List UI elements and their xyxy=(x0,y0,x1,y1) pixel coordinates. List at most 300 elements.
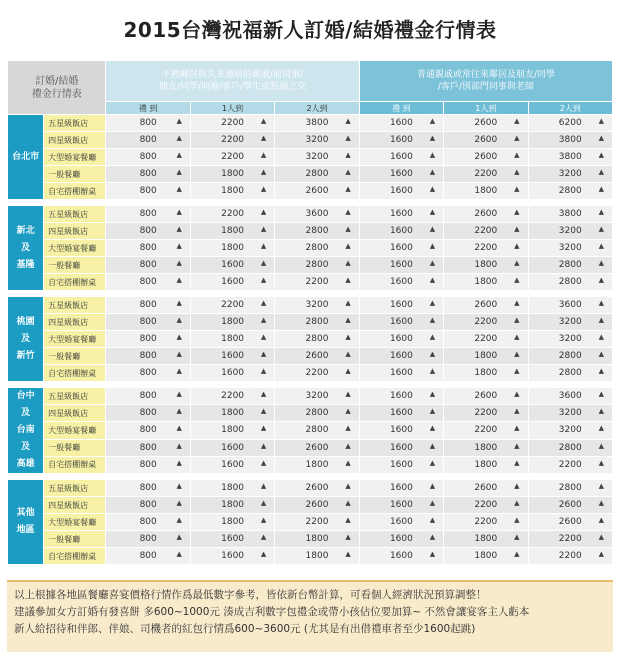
up-arrow-icon: ▲ xyxy=(598,407,604,416)
amount-cell xyxy=(190,223,274,240)
amount-cell xyxy=(528,548,612,565)
up-arrow-icon: ▲ xyxy=(598,333,604,341)
amount-value: 2200 xyxy=(305,277,329,287)
amount-value: 3200 xyxy=(305,135,329,145)
amount-cell xyxy=(190,456,274,473)
amount-cell xyxy=(444,314,528,331)
amount-value: 2800 xyxy=(558,351,582,361)
venue-label: 大型婚宴餐廳 xyxy=(44,149,106,166)
amount-cell xyxy=(528,497,612,514)
amount-cell xyxy=(528,388,612,405)
up-arrow-icon: ▲ xyxy=(345,390,351,398)
amount-cell xyxy=(275,297,359,314)
amount-cell xyxy=(444,548,528,565)
venue-label: 自宅搭棚辦桌 xyxy=(44,365,106,382)
amount-cell xyxy=(190,166,274,183)
up-arrow-icon: ▲ xyxy=(429,458,436,467)
amount-value: 2200 xyxy=(221,391,245,402)
amount-cell xyxy=(106,115,190,132)
venue-label: 四星級飯店 xyxy=(44,223,106,240)
amount-value: 800 xyxy=(139,186,157,196)
amount-value: 1800 xyxy=(221,186,245,196)
amount-value: 1600 xyxy=(389,118,413,128)
amount-value: 1600 xyxy=(389,408,413,419)
amount-cell xyxy=(275,223,359,240)
amount-cell xyxy=(444,422,528,439)
table-row xyxy=(8,223,613,240)
amount-cell xyxy=(444,206,528,223)
amount-value: 2800 xyxy=(558,368,582,378)
table-row xyxy=(8,166,613,183)
amount-cell xyxy=(106,480,190,497)
amount-value: 2200 xyxy=(221,209,245,219)
amount-cell xyxy=(190,348,274,365)
venue-label: 五星級飯店 xyxy=(44,388,106,405)
amount-value: 2200 xyxy=(474,517,498,527)
amount-cell xyxy=(528,405,612,422)
amount-value: 1600 xyxy=(389,152,413,162)
amount-cell xyxy=(106,223,190,240)
up-arrow-icon: ▲ xyxy=(598,367,604,375)
amount-value: 1600 xyxy=(389,186,413,196)
group-header-distant xyxy=(106,61,359,102)
amount-cell xyxy=(106,422,190,439)
amount-value: 1600 xyxy=(389,135,413,145)
amount-cell xyxy=(359,531,443,548)
region-label xyxy=(8,297,44,382)
amount-cell xyxy=(275,514,359,531)
up-arrow-icon: ▲ xyxy=(429,333,436,341)
amount-cell xyxy=(528,274,612,291)
amount-cell xyxy=(275,348,359,365)
up-arrow-icon: ▲ xyxy=(514,350,520,358)
up-arrow-icon: ▲ xyxy=(429,134,436,142)
region-label-line: 地區 xyxy=(16,525,35,535)
amount-cell xyxy=(359,314,443,331)
amount-value: 800 xyxy=(139,277,157,287)
amount-cell xyxy=(275,274,359,291)
amount-cell xyxy=(528,348,612,365)
region-label-line: 其他 xyxy=(16,508,35,518)
amount-value: 1600 xyxy=(389,334,413,344)
up-arrow-icon: ▲ xyxy=(260,242,267,250)
up-arrow-icon: ▲ xyxy=(598,185,604,193)
amount-cell xyxy=(444,497,528,514)
group-line: 不熟鄉居與久未連絡的親戚/前同事/ xyxy=(162,70,304,80)
amount-cell xyxy=(359,514,443,531)
amount-value: 2200 xyxy=(558,534,582,544)
up-arrow-icon: ▲ xyxy=(598,516,604,524)
amount-value: 3200 xyxy=(558,243,582,253)
amount-value: 2200 xyxy=(221,118,245,128)
amount-cell xyxy=(190,132,274,149)
up-arrow-icon: ▲ xyxy=(345,151,351,159)
amount-cell xyxy=(444,240,528,257)
up-arrow-icon: ▲ xyxy=(260,225,267,233)
amount-value: 1600 xyxy=(389,500,413,510)
amount-value: 1800 xyxy=(474,260,498,270)
venue-label: 一般餐廳 xyxy=(44,531,106,548)
amount-cell xyxy=(359,274,443,291)
amount-value: 1600 xyxy=(389,260,413,270)
amount-value: 2600 xyxy=(474,300,498,310)
up-arrow-icon: ▲ xyxy=(260,117,267,125)
amount-cell xyxy=(359,132,443,149)
amount-value: 2200 xyxy=(221,152,245,162)
amount-value: 800 xyxy=(139,534,157,544)
venue-label: 一般餐廳 xyxy=(44,166,106,183)
up-arrow-icon: ▲ xyxy=(260,299,267,307)
amount-cell xyxy=(444,149,528,166)
up-arrow-icon: ▲ xyxy=(429,424,436,433)
amount-cell xyxy=(275,548,359,565)
venue-label: 一般餐廳 xyxy=(44,257,106,274)
amount-cell xyxy=(359,149,443,166)
amount-cell xyxy=(359,422,443,439)
amount-value: 6200 xyxy=(558,118,582,128)
up-arrow-icon: ▲ xyxy=(429,550,436,558)
amount-cell xyxy=(444,439,528,456)
up-arrow-icon: ▲ xyxy=(429,533,436,541)
up-arrow-icon: ▲ xyxy=(176,299,182,307)
price-table xyxy=(7,60,613,565)
amount-value: 800 xyxy=(139,169,157,179)
table-row xyxy=(8,274,613,291)
group-line: 朋友/同學/同袍/客戶/學生或點頭之交 xyxy=(159,82,307,92)
up-arrow-icon: ▲ xyxy=(176,208,182,216)
up-arrow-icon: ▲ xyxy=(598,225,604,233)
up-arrow-icon: ▲ xyxy=(176,550,182,558)
corner-line: 禮金行情表 xyxy=(31,88,82,100)
amount-cell xyxy=(528,314,612,331)
group-header-close xyxy=(359,61,612,102)
table-row xyxy=(8,497,613,514)
amount-value: 2200 xyxy=(558,459,582,470)
amount-value: 2600 xyxy=(305,186,329,196)
amount-cell xyxy=(190,240,274,257)
amount-cell xyxy=(275,331,359,348)
amount-cell xyxy=(359,257,443,274)
region-label-line: 及 xyxy=(21,333,31,344)
region-label-line: 桃園 xyxy=(16,316,35,327)
up-arrow-icon: ▲ xyxy=(260,151,267,159)
amount-value: 800 xyxy=(139,300,157,310)
up-arrow-icon: ▲ xyxy=(345,276,351,284)
up-arrow-icon: ▲ xyxy=(345,367,351,375)
amount-value: 1600 xyxy=(389,277,413,287)
up-arrow-icon: ▲ xyxy=(514,458,520,467)
amount-cell xyxy=(106,297,190,314)
amount-cell xyxy=(359,297,443,314)
up-arrow-icon: ▲ xyxy=(598,390,604,398)
table-row xyxy=(8,439,613,456)
amount-cell xyxy=(359,497,443,514)
amount-value: 3200 xyxy=(558,317,582,327)
up-arrow-icon: ▲ xyxy=(598,458,604,467)
up-arrow-icon: ▲ xyxy=(345,441,351,450)
amount-value: 1800 xyxy=(221,226,245,236)
amount-value: 1600 xyxy=(221,368,245,378)
amount-value: 2800 xyxy=(305,260,329,270)
up-arrow-icon: ▲ xyxy=(429,299,436,307)
table-row xyxy=(8,149,613,166)
amount-value: 3200 xyxy=(558,169,582,179)
amount-value: 800 xyxy=(139,260,157,270)
region-label-line: 台北市 xyxy=(12,151,40,162)
amount-value: 1800 xyxy=(221,169,245,179)
amount-cell xyxy=(275,240,359,257)
amount-cell xyxy=(275,257,359,274)
amount-cell xyxy=(444,365,528,382)
region-label xyxy=(8,206,44,291)
venue-label: 四星級飯店 xyxy=(44,405,106,422)
amount-cell xyxy=(528,480,612,497)
amount-value: 3800 xyxy=(558,152,582,162)
region-label-line: 及 xyxy=(21,442,31,452)
amount-cell xyxy=(275,206,359,223)
amount-cell xyxy=(190,206,274,223)
amount-cell xyxy=(444,223,528,240)
table-row xyxy=(8,422,613,439)
region-label-line: 新竹 xyxy=(16,350,35,361)
up-arrow-icon: ▲ xyxy=(514,276,520,284)
column-header: 禮 到 xyxy=(106,102,190,115)
amount-cell xyxy=(444,480,528,497)
table-row xyxy=(8,240,613,257)
up-arrow-icon: ▲ xyxy=(598,117,604,125)
amount-cell xyxy=(528,297,612,314)
amount-cell xyxy=(190,365,274,382)
amount-cell xyxy=(275,132,359,149)
amount-value: 800 xyxy=(139,135,157,145)
amount-cell xyxy=(359,365,443,382)
up-arrow-icon: ▲ xyxy=(260,533,267,541)
table-row xyxy=(8,331,613,348)
amount-value: 2800 xyxy=(558,260,582,270)
up-arrow-icon: ▲ xyxy=(514,208,520,216)
amount-cell xyxy=(106,257,190,274)
up-arrow-icon: ▲ xyxy=(176,458,182,467)
amount-cell xyxy=(106,132,190,149)
amount-value: 800 xyxy=(139,226,157,236)
table-row xyxy=(8,480,613,497)
amount-cell xyxy=(528,183,612,200)
up-arrow-icon: ▲ xyxy=(514,533,520,541)
region-label-line: 及 xyxy=(21,408,31,418)
amount-value: 800 xyxy=(139,209,157,219)
up-arrow-icon: ▲ xyxy=(598,316,604,324)
up-arrow-icon: ▲ xyxy=(260,350,267,358)
amount-cell xyxy=(275,388,359,405)
up-arrow-icon: ▲ xyxy=(598,499,604,507)
region-label-line: 台南 xyxy=(16,425,35,435)
amount-cell xyxy=(106,388,190,405)
amount-cell xyxy=(106,548,190,565)
amount-value: 1600 xyxy=(389,534,413,544)
amount-value: 3200 xyxy=(305,152,329,162)
up-arrow-icon: ▲ xyxy=(345,225,351,233)
region-label-line: 台中 xyxy=(16,391,35,401)
amount-cell xyxy=(444,388,528,405)
amount-value: 800 xyxy=(139,152,157,162)
up-arrow-icon: ▲ xyxy=(598,424,604,433)
up-arrow-icon: ▲ xyxy=(176,516,182,524)
amount-cell xyxy=(444,531,528,548)
amount-value: 3200 xyxy=(558,226,582,236)
up-arrow-icon: ▲ xyxy=(345,134,351,142)
up-arrow-icon: ▲ xyxy=(514,499,520,507)
amount-cell xyxy=(106,405,190,422)
amount-value: 2800 xyxy=(558,277,582,287)
amount-cell xyxy=(528,115,612,132)
up-arrow-icon: ▲ xyxy=(260,499,267,507)
up-arrow-icon: ▲ xyxy=(429,482,436,490)
amount-cell xyxy=(359,480,443,497)
amount-value: 1600 xyxy=(389,442,413,453)
up-arrow-icon: ▲ xyxy=(260,168,267,176)
region-label-line: 新北 xyxy=(16,225,35,236)
amount-cell xyxy=(528,166,612,183)
amount-value: 1800 xyxy=(221,334,245,344)
amount-value: 1600 xyxy=(389,209,413,219)
venue-label: 五星級飯店 xyxy=(44,206,106,223)
amount-value: 2600 xyxy=(558,517,582,527)
up-arrow-icon: ▲ xyxy=(176,390,182,398)
up-arrow-icon: ▲ xyxy=(260,458,267,467)
up-arrow-icon: ▲ xyxy=(345,259,351,267)
amount-value: 3600 xyxy=(305,209,329,219)
amount-value: 3600 xyxy=(558,300,582,310)
up-arrow-icon: ▲ xyxy=(598,550,604,558)
up-arrow-icon: ▲ xyxy=(429,151,436,159)
region-label xyxy=(8,115,44,200)
amount-cell xyxy=(190,480,274,497)
venue-label: 五星級飯店 xyxy=(44,115,106,132)
up-arrow-icon: ▲ xyxy=(260,550,267,558)
amount-cell xyxy=(275,183,359,200)
region-label-line: 高雄 xyxy=(16,459,35,469)
up-arrow-icon: ▲ xyxy=(429,242,436,250)
amount-value: 800 xyxy=(139,425,157,436)
amount-cell xyxy=(359,166,443,183)
up-arrow-icon: ▲ xyxy=(176,499,182,507)
amount-cell xyxy=(444,297,528,314)
amount-cell xyxy=(106,531,190,548)
amount-cell xyxy=(190,439,274,456)
up-arrow-icon: ▲ xyxy=(429,185,436,193)
amount-value: 2600 xyxy=(305,500,329,510)
up-arrow-icon: ▲ xyxy=(429,208,436,216)
amount-value: 2200 xyxy=(474,226,498,236)
table-row xyxy=(8,314,613,331)
venue-label: 一般餐廳 xyxy=(44,348,106,365)
up-arrow-icon: ▲ xyxy=(429,225,436,233)
footnote-line: 建議參加女方訂婚有發喜餅 多600~1000元 湊成吉利數字包禮金或帶小孩佔位要加算~ 不然會讓宴客主人虧本 xyxy=(14,606,530,618)
up-arrow-icon: ▲ xyxy=(345,185,351,193)
amount-cell xyxy=(106,149,190,166)
amount-cell xyxy=(275,166,359,183)
amount-value: 2800 xyxy=(305,425,329,436)
amount-cell xyxy=(275,365,359,382)
amount-value: 800 xyxy=(139,118,157,128)
amount-cell xyxy=(275,480,359,497)
venue-label: 四星級飯店 xyxy=(44,497,106,514)
table-row xyxy=(8,206,613,223)
amount-cell xyxy=(190,388,274,405)
up-arrow-icon: ▲ xyxy=(345,482,351,490)
amount-value: 800 xyxy=(139,243,157,253)
column-header: 2人到 xyxy=(275,102,359,115)
amount-value: 2600 xyxy=(305,351,329,361)
amount-cell xyxy=(528,132,612,149)
amount-value: 1600 xyxy=(221,351,245,361)
amount-cell xyxy=(190,531,274,548)
up-arrow-icon: ▲ xyxy=(429,168,436,176)
up-arrow-icon: ▲ xyxy=(514,242,520,250)
amount-value: 2600 xyxy=(474,483,498,493)
venue-label: 五星級飯店 xyxy=(44,297,106,314)
amount-cell xyxy=(444,183,528,200)
amount-value: 800 xyxy=(139,459,157,470)
amount-cell xyxy=(444,274,528,291)
up-arrow-icon: ▲ xyxy=(429,117,436,125)
up-arrow-icon: ▲ xyxy=(345,533,351,541)
table-row xyxy=(8,531,613,548)
up-arrow-icon: ▲ xyxy=(514,316,520,324)
up-arrow-icon: ▲ xyxy=(598,482,604,490)
amount-cell xyxy=(528,206,612,223)
amount-value: 1600 xyxy=(389,483,413,493)
venue-label: 自宅搭棚辦桌 xyxy=(44,183,106,200)
page-title: 2015台灣祝福新人訂婚/結婚禮金行情表 xyxy=(123,18,497,42)
amount-cell xyxy=(359,223,443,240)
amount-cell xyxy=(359,548,443,565)
amount-value: 1800 xyxy=(474,186,498,196)
amount-value: 1800 xyxy=(221,517,245,527)
amount-cell xyxy=(444,348,528,365)
amount-value: 2600 xyxy=(474,152,498,162)
amount-cell xyxy=(190,422,274,439)
region-label-line: 基隆 xyxy=(16,259,35,270)
amount-value: 2600 xyxy=(474,209,498,219)
table-row xyxy=(8,514,613,531)
amount-cell xyxy=(106,166,190,183)
amount-value: 3800 xyxy=(558,209,582,219)
venue-label: 四星級飯店 xyxy=(44,132,106,149)
amount-value: 1600 xyxy=(221,442,245,453)
up-arrow-icon: ▲ xyxy=(514,550,520,558)
amount-value: 1600 xyxy=(389,317,413,327)
amount-cell xyxy=(190,257,274,274)
up-arrow-icon: ▲ xyxy=(514,441,520,450)
amount-value: 800 xyxy=(139,368,157,378)
table-row xyxy=(8,388,613,405)
amount-value: 1800 xyxy=(474,534,498,544)
amount-value: 3200 xyxy=(558,425,582,436)
up-arrow-icon: ▲ xyxy=(514,151,520,159)
up-arrow-icon: ▲ xyxy=(598,242,604,250)
amount-value: 1800 xyxy=(305,459,329,470)
amount-cell xyxy=(190,514,274,531)
up-arrow-icon: ▲ xyxy=(429,259,436,267)
footnote-box xyxy=(7,580,613,652)
amount-cell xyxy=(359,348,443,365)
up-arrow-icon: ▲ xyxy=(345,550,351,558)
amount-value: 1800 xyxy=(474,459,498,470)
amount-value: 2600 xyxy=(305,442,329,453)
up-arrow-icon: ▲ xyxy=(514,117,520,125)
up-arrow-icon: ▲ xyxy=(260,516,267,524)
